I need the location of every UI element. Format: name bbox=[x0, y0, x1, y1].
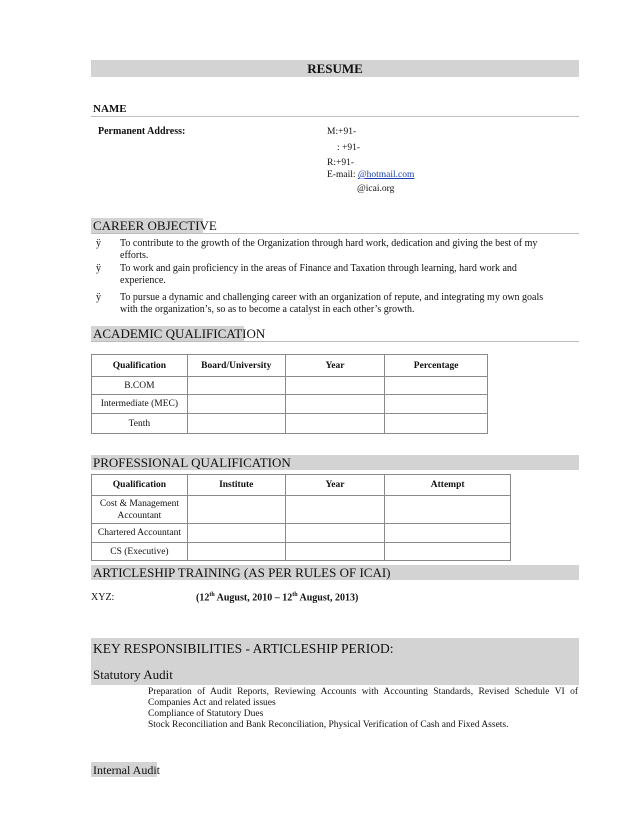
academic-cell bbox=[187, 395, 285, 414]
period-close: August, 2013) bbox=[297, 592, 359, 604]
mobile-number: M:+91- bbox=[327, 127, 357, 137]
professional-row-qualification bbox=[92, 496, 188, 524]
professional-cell bbox=[385, 524, 511, 543]
academic-cell bbox=[385, 414, 488, 434]
academic-cell bbox=[385, 377, 488, 395]
bullet-icon: ÿ bbox=[96, 292, 101, 303]
statutory-audit-line1: Preparation of Audit Reports, Reviewing Accounts with Accounting Standards, Revised Schedule VI of bbox=[148, 687, 578, 697]
professional-cell bbox=[187, 496, 285, 524]
professional-title: PROFESSIONAL QUALIFICATION bbox=[93, 455, 291, 470]
resume-title: RESUME bbox=[307, 61, 363, 76]
career-bullet-1 bbox=[96, 238, 579, 262]
statutory-audit-line3: Compliance of Statutory Dues bbox=[148, 709, 264, 719]
key-responsibilities-title: KEY RESPONSIBILITIES - ARTICLESHIP PERIOD: bbox=[93, 641, 394, 656]
academic-row-qualification: Tenth bbox=[92, 414, 188, 434]
career-bullet-2-line1: To work and gain proficiency in the areas of Finance and Taxation through learning, hard work and bbox=[120, 263, 517, 274]
statutory-audit-title: Statutory Audit bbox=[93, 667, 173, 682]
professional-header-year: Year bbox=[285, 475, 385, 496]
professional-table bbox=[91, 474, 511, 561]
professional-header-institute: Institute bbox=[187, 475, 285, 496]
academic-header-year: Year bbox=[285, 355, 385, 377]
academic-header-board: Board/University bbox=[187, 355, 285, 377]
professional-row1-line2: Accountant bbox=[117, 510, 162, 521]
bullet-icon: ÿ bbox=[96, 263, 101, 274]
professional-row-qualification: Chartered Accountant bbox=[92, 524, 188, 543]
professional-row-qualification: CS (Executive) bbox=[92, 543, 188, 561]
professional-header-attempt: Attempt bbox=[385, 475, 511, 496]
academic-cell bbox=[187, 414, 285, 434]
career-bullet-2-line2: experience. bbox=[120, 275, 166, 286]
email-link[interactable]: @hotmail.com bbox=[357, 170, 415, 180]
career-objective-title: CAREER OBJECTIVE bbox=[93, 218, 217, 233]
career-bullet-3-line1: To pursue a dynamic and challenging career with an organization of repute, and integrating my own goals bbox=[120, 292, 544, 303]
internal-audit-title: Internal Audit bbox=[93, 763, 160, 777]
professional-cell bbox=[187, 524, 285, 543]
academic-header-percentage: Percentage bbox=[385, 355, 488, 377]
statutory-audit-text bbox=[148, 687, 578, 731]
career-bullet-3-line2: with the organization’s, so as to become a catalyst in each other’s growth. bbox=[120, 304, 415, 315]
permanent-address-label: Permanent Address: bbox=[98, 126, 186, 137]
academic-cell bbox=[187, 377, 285, 395]
residence-number: R:+91- bbox=[327, 158, 354, 168]
professional-cell bbox=[187, 543, 285, 561]
bullet-icon: ÿ bbox=[96, 238, 101, 249]
articleship-period bbox=[196, 592, 358, 603]
period-sup-1: th bbox=[209, 592, 215, 598]
academic-cell bbox=[385, 395, 488, 414]
email-label: E-mail: bbox=[327, 170, 358, 180]
career-bullet-1-line2: efforts. bbox=[120, 250, 149, 261]
professional-cell bbox=[285, 543, 385, 561]
phone-number: : +91- bbox=[337, 143, 361, 153]
email-line bbox=[327, 169, 414, 181]
career-bullet-2 bbox=[96, 263, 579, 287]
period-mid: August, 2010 – 12 bbox=[214, 592, 293, 604]
articleship-title: ARTICLESHIP TRAINING (AS PER RULES OF ICAI) bbox=[93, 565, 391, 580]
name-divider bbox=[91, 116, 579, 117]
email-secondary: @icai.org bbox=[357, 184, 395, 194]
statutory-audit-line2: Companies Act and related issues bbox=[148, 698, 276, 708]
professional-cell bbox=[285, 524, 385, 543]
period-sup-2: th bbox=[292, 592, 298, 598]
academic-header-qualification: Qualification bbox=[92, 355, 188, 377]
period-open: (12 bbox=[196, 592, 210, 604]
academic-cell bbox=[285, 395, 385, 414]
professional-cell bbox=[385, 543, 511, 561]
career-bullet-3 bbox=[96, 292, 579, 316]
professional-header-qualification: Qualification bbox=[92, 475, 188, 496]
academic-cell bbox=[285, 377, 385, 395]
professional-row1-line1: Cost & Management bbox=[99, 498, 179, 509]
academic-row-qualification: Intermediate (MEC) bbox=[92, 395, 188, 414]
academic-title: ACADEMIC QUALIFICATION bbox=[93, 326, 266, 341]
professional-cell bbox=[385, 496, 511, 524]
career-bullet-1-line1: To contribute to the growth of the Organization through hard work, dedication and giving the best of my bbox=[120, 238, 538, 249]
academic-table bbox=[91, 354, 488, 434]
academic-row-qualification: B.COM bbox=[92, 377, 188, 395]
academic-cell bbox=[285, 414, 385, 434]
professional-cell bbox=[285, 496, 385, 524]
articleship-firm: XYZ: bbox=[91, 592, 115, 603]
statutory-audit-line4: Stock Reconciliation and Bank Reconciliation, Physical Verification of Cash and Fixed Assets. bbox=[148, 720, 509, 730]
name-label: NAME bbox=[93, 103, 127, 115]
